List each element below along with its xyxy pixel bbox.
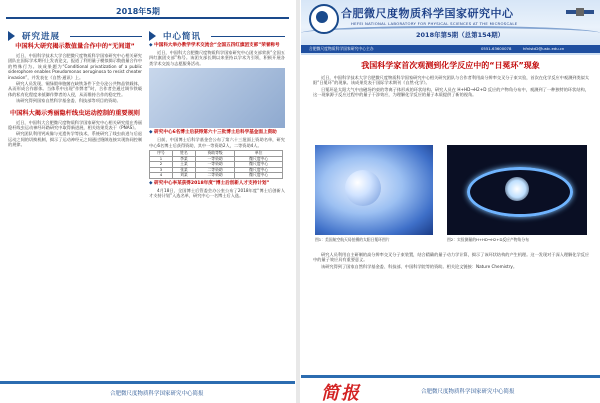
footer-bar	[301, 375, 600, 378]
section-label: 研究进展	[22, 32, 61, 42]
section-banner-news	[149, 30, 285, 41]
paragraph: 研究人员利用自主研制的高分辨率交叉分子束装置，结合精确的量子动力学计算，揭示了该环状结构的产生机理。这一发现对于深入理解化学反应中的量子效应具有重要意义。	[313, 252, 590, 263]
table-cell: 刘某	[172, 173, 195, 179]
table-row	[150, 173, 283, 179]
info-email: hfnlstd2@ustc.edu.cn	[523, 46, 565, 51]
left-column-1	[8, 30, 142, 149]
footer-org: 合肥微尺度物质科学国家研究中心简报	[110, 391, 204, 397]
institute-logo-icon	[309, 4, 339, 34]
table-cell: 资助等级	[195, 151, 234, 157]
table-cell: 微尺度中心	[235, 162, 283, 168]
table-cell: 二等资助	[195, 173, 234, 179]
paragraph: 该研究得到了国家自然科学基金委、科技部、中国科学院等的资助。相关论文链接：Nature Chemistry。	[321, 263, 518, 269]
paragraph: 研究人员发现，铜绿假单胞菌在缺铁条件下会分泌公共物品铁载体，从而形成合作群体。当体系中出现“作弊者”时，合作者会通过调节铁载体的私有化程度来抵御作弊者的入侵，从而维持合作的稳定性。	[8, 81, 142, 97]
header-date: 2018年5期	[116, 7, 160, 16]
paragraph: 近日，中国科学技术大学合肥微尺度物质科学国家研究中心相关研究团队在国际学术期刊上发表论文，报道了利用量子模拟揭示数值量合作中的特殊行为。该成果题为“Conditional privatization of a public siderophore enables Pseudomonas aeruginosa to resist cheater invasion”，并发表在《自然·通讯》上。	[8, 53, 143, 80]
figure-caption-1: 图1：美国航空航天局拍摄的太阳日冕环图片	[315, 237, 390, 242]
article-body	[8, 120, 142, 148]
left-column-2	[149, 30, 285, 200]
table-cell: 微尺度中心	[235, 156, 283, 162]
section-line	[70, 36, 142, 37]
arrow-icon	[149, 31, 156, 41]
paragraph: 日冕环是太阳大气中由磁场约束的等离子体形成的环状结构。研究人员在 H+HD→H2+D 反应的产物角分布中，观测到了一种独特的环状结构，这一现象源于反应过程中的量子干涉效应，为理解化学反应的量子本质提供了新的视角。	[313, 86, 589, 98]
left-footer	[0, 381, 295, 403]
news-title	[149, 130, 285, 136]
table-cell: 微尺度中心	[235, 167, 283, 173]
satellite-icon	[566, 4, 594, 20]
table-cell: 一等资助	[195, 156, 234, 162]
article-title: 中国科大揭示秀丽隐杆线虫运动控制的重要规则	[10, 109, 140, 117]
footer-calligraphy: 简报	[321, 383, 361, 403]
table-cell: 二等资助	[195, 167, 234, 173]
right-page	[301, 0, 600, 403]
table-cell: 李某	[172, 156, 195, 162]
info-bar	[301, 45, 600, 53]
article-body	[313, 252, 589, 270]
paragraph: 近日，中国科大合肥微尺度物质科学国家研究中心相关研究组在秀丽隐杆线虫运动神经环路研究中取得新进展，相关结果发表于《PNAS》。	[8, 119, 142, 131]
news-body	[149, 188, 285, 199]
table-cell: 姓名	[172, 151, 195, 157]
arrow-icon	[8, 31, 15, 41]
article-title: 中国科大研究揭示数值量合作中的“无间道”	[15, 43, 135, 50]
table-cell: 4	[150, 173, 173, 179]
left-page	[0, 0, 295, 403]
paragraph: 研究团队利用钙成像与光遗传学等技术，系统研究了线虫前进与后退运动之间的切换机制，揭示了运动神经元之间通过缝隙连接实现协同控制的规律。	[8, 131, 143, 148]
right-footer	[301, 373, 600, 403]
news-body	[149, 137, 285, 148]
figure-solar-corona	[315, 145, 433, 235]
paragraph: 近日，中国科学技术大学合肥微尺度物质科学国家研究中心相关研究团队与合作者利用高分辨率交叉分子束实验，首次在化学反应中观测到类似太阳“日冕环”的现象。该成果发表于国际学术期刊《自然·化学》。	[313, 75, 590, 86]
paragraph: 近日，中国科大合肥微尺度物质科学国家研究中心团支部荣获“全国五四红旗团支部”称号。该团支部长期以来坚持以学术为引领，积极开展各类学术交流与志愿服务活动。	[149, 50, 285, 66]
info-phone: 0551-63600078	[481, 46, 512, 51]
left-header	[6, 4, 289, 24]
figure-caption-2: 图2：实验测量的H+HD→H2+D反应产物角分布	[447, 237, 529, 242]
ring-core	[505, 177, 529, 201]
bullet-icon: ◆	[149, 130, 155, 136]
footer-bar	[0, 381, 295, 384]
section-label: 中心简讯	[163, 32, 202, 42]
bullet-icon: ◆	[149, 181, 155, 186]
news-title-text: 中国科大举办教学学术交流会“全国五四红旗团支部”荣誉称号	[154, 43, 280, 48]
news-title	[149, 181, 285, 187]
table-cell: 一等资助	[195, 162, 234, 168]
paragraph: 该研究得到国家自然科学基金委、科技部等项目的资助。	[16, 98, 121, 104]
funding-table	[149, 150, 283, 179]
issue-number: 2018年第5期（总第154期）	[416, 31, 505, 39]
table-cell: 单位	[235, 151, 283, 157]
news-body	[149, 50, 285, 66]
masthead-subtitle: HEFEI NATIONAL LABORATORY FOR PHYSICAL SCIENCES AT THE MICROSCALE	[351, 21, 518, 26]
section-line	[211, 36, 285, 37]
news-photo	[149, 68, 285, 128]
headline: 我国科学家首次观测到化学反应中的“日冕环”现象	[361, 61, 540, 70]
header-rule	[6, 17, 289, 19]
section-banner-research	[8, 30, 142, 41]
article-body	[8, 53, 142, 104]
table-cell: 序号	[150, 151, 173, 157]
paragraph: 4月18日，全国博士后管委会办公室公布了2018年度“博士后创新人才支持计划”入选名单，研究中心一名博士后入选。	[149, 188, 285, 199]
table-cell: 王某	[172, 162, 195, 168]
sun-image	[345, 170, 381, 206]
footer-org: 合肥微尺度物质科学国家研究中心简报	[421, 389, 515, 395]
news-title	[149, 43, 285, 49]
masthead-title: 合肥微尺度物质科学国家研究中心	[341, 7, 514, 20]
news-title-text: 研究中心李某获得2018年度“博士后创新人才支持计划”	[154, 181, 270, 186]
info-org: 合肥微尺度物质科学国家研究中心主办	[309, 46, 374, 51]
table-cell: 张某	[172, 167, 195, 173]
table-cell: 2	[150, 162, 173, 168]
article-body	[313, 75, 589, 99]
table-cell: 3	[150, 167, 173, 173]
paragraph: 日前，中国博士后科学基金会公布了第六十三批面上资助名单，研究中心6名博士后获得资助，其中一等资助2人，二等资助4人。	[149, 137, 285, 148]
figure-reaction-ring	[447, 145, 587, 235]
page-divider	[296, 0, 300, 403]
bullet-icon: ◆	[149, 43, 155, 48]
table-cell: 1	[150, 156, 173, 162]
table-cell: 微尺度中心	[235, 173, 283, 179]
news-title-text: 研究中心6名博士后获得第六十三批博士后科学基金面上资助	[154, 130, 277, 136]
